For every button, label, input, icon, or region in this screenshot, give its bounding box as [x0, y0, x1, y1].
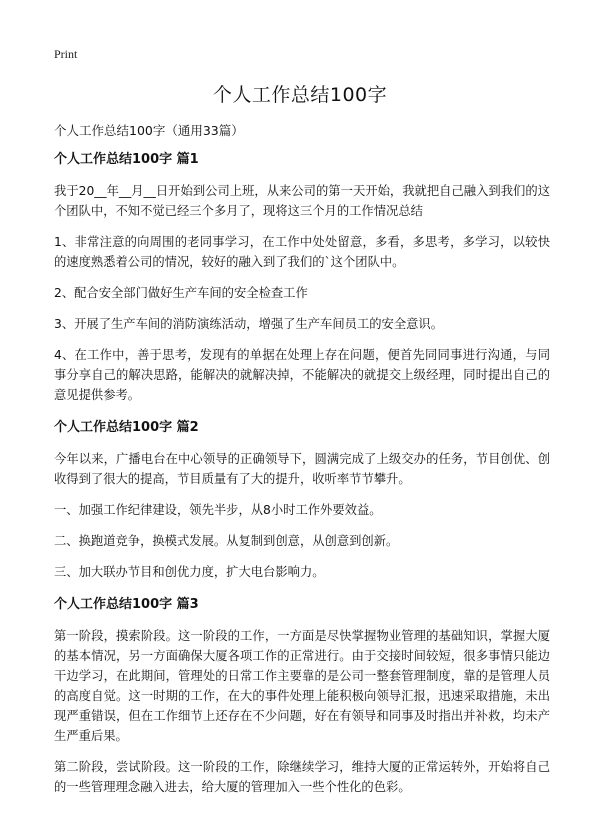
paragraph: 三、加大联办节目和创优力度，扩大电台影响力。 — [54, 565, 325, 579]
paragraph: 第一阶段，摸索阶段。这一阶段的工作，一方面是尽快掌握物业管理的基础知识，掌握大厦的基本情况，另一方面确保大厦各项工作的正常进行。由于交接时间较短，很多事情只能边干边学习，在此期间，管理处的日常工作主要靠的是公司一整套管理制度，靠的是管理人员的高度自觉。这一时期的工作，在大的事件处理上能积极向领导汇报，迅速采取措施，未出现严重错误，但在工作细节上还存在不少问题，好在有领导和同事及时指出并补救，均未产生严重后果。 — [54, 629, 550, 743]
section-2 — [54, 416, 550, 582]
section-heading: 个人工作总结100字 篇1 — [54, 152, 199, 167]
section-3 — [54, 593, 550, 797]
paragraph: 1、非常注意的向周围的老同事学习，在工作中处处留意，多看，多思考，多学习，以较快的速度熟悉着公司的情况，较好的融入到了我们的`这个团队中。 — [54, 235, 550, 269]
paragraph: 3、开展了生产车间的消防演练活动，增强了生产车间员工的安全意识。 — [54, 317, 444, 331]
section-heading: 个人工作总结100字 篇2 — [54, 420, 199, 435]
section-heading: 个人工作总结100字 篇3 — [54, 597, 199, 612]
paragraph: 今年以来，广播电台在中心领导的正确领导下，圆满完成了上级交办的任务，节目创优、创收得到了很大的提高，节目质量有了大的提升，收听率节节攀升。 — [54, 452, 550, 486]
page-title: 个人工作总结100字 — [212, 84, 388, 106]
print-label: Print — [54, 47, 78, 61]
section-1 — [54, 148, 550, 405]
document-body — [54, 148, 550, 808]
paragraph: 我于20__年__月__日开始到公司上班，从来公司的第一天开始，我就把自己融入到我们的这个团队中，不知不觉已经三个多月了，现将这三个月的工作情况总结 — [54, 184, 550, 218]
paragraph: 一、加强工作纪律建设，领先半步，从8小时工作外要效益。 — [54, 503, 382, 517]
paragraph: 第二阶段，尝试阶段。这一阶段的工作，除继续学习，维持大厦的正常运转外，开始将自己的一些管理理念融入进去，给大厦的管理加入一些个性化的色彩。 — [54, 760, 550, 794]
paragraph: 二、换跑道竞争，换模式发展。从复制到创意，从创意到创新。 — [54, 534, 399, 548]
paragraph: 4、在工作中，善于思考，发现有的单据在处理上存在问题，便首先同同事进行沟通，与同事分享自己的解决思路，能解决的就解决掉，不能解决的就提交上级经理，同时提出自己的意见提供参考。 — [54, 348, 550, 402]
document-subtitle: 个人工作总结100字（通用33篇） — [54, 123, 244, 138]
paragraph: 2、配合安全部门做好生产车间的安全检查工作 — [54, 286, 308, 300]
